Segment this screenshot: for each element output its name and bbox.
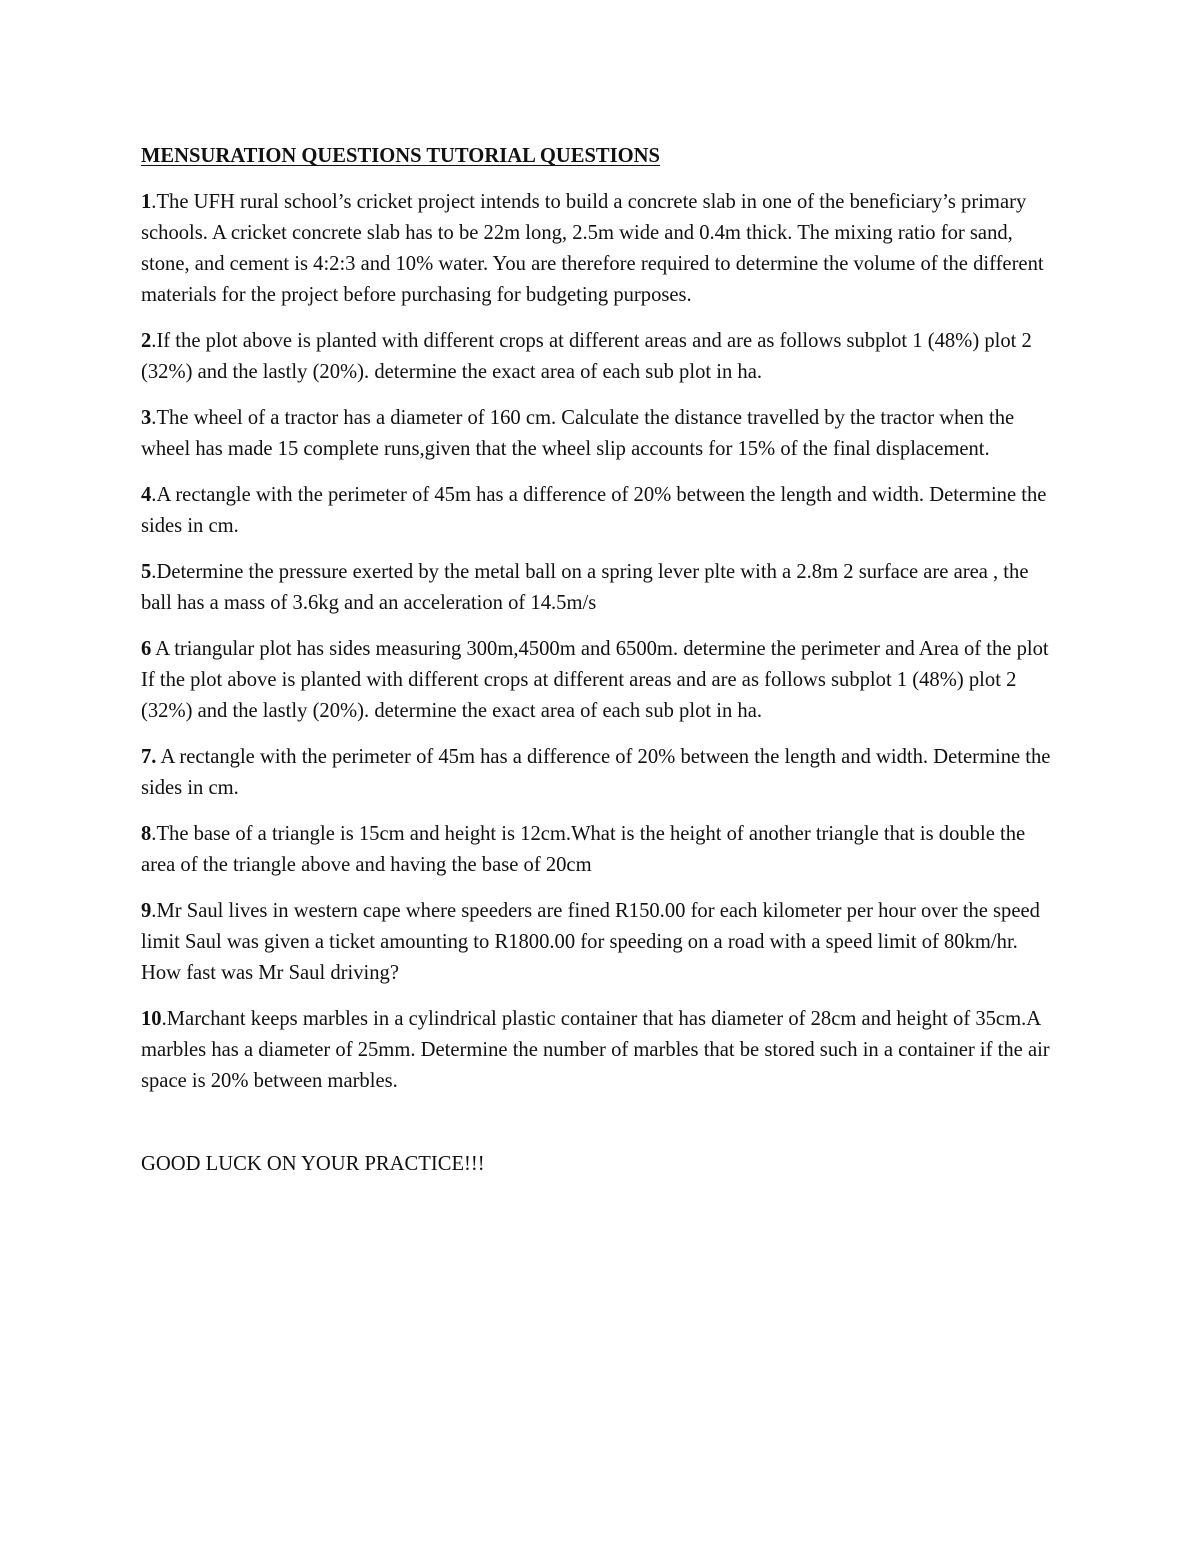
question-text: .A rectangle with the perimeter of 45m has a difference of 20% between the length and width. Determine the sides in cm. bbox=[141, 484, 1047, 537]
question-text: .The UFH rural school’s cricket project intends to build a concrete slab in one of the beneficiary’s primary schools. A cricket concrete slab has to be 22m long, 2.5m wide and 0.4m thick. The mixing ratio for sand, stone, and cement is 4:2:3 and 10% water. You are therefore required to determine the volume of the different materials for the project before purchasing for budgeting purposes. bbox=[141, 191, 1044, 306]
question-5 bbox=[141, 557, 1061, 619]
question-6 bbox=[141, 634, 1061, 727]
question-number: 3 bbox=[141, 407, 152, 429]
question-3 bbox=[141, 403, 1061, 465]
question-text: .Marchant keeps marbles in a cylindrical plastic container that has diameter of 28cm and height of 35cm.A marbles has a diameter of 25mm. Determine the number of marbles that be stored such in a container if the air space is 20% between marbles. bbox=[141, 1008, 1050, 1092]
question-4 bbox=[141, 480, 1061, 542]
question-number: 2 bbox=[141, 330, 152, 352]
question-1 bbox=[141, 187, 1061, 311]
question-9 bbox=[141, 896, 1061, 989]
question-number: 9 bbox=[141, 900, 152, 922]
document-body bbox=[141, 141, 1061, 1201]
question-text: .Mr Saul lives in western cape where speeders are fined R150.00 for each kilometer per hour over the speed limit Saul was given a ticket amounting to R1800.00 for speeding on a road with a speed limit of 80km/hr. How fast was Mr Saul driving? bbox=[141, 900, 1040, 984]
question-text: .Determine the pressure exerted by the metal ball on a spring lever plte with a 2.8m 2 surface are area , the ball has a mass of 3.6kg and an acceleration of 14.5m/s bbox=[141, 561, 1029, 614]
question-10 bbox=[141, 1004, 1061, 1097]
question-text: .If the plot above is planted with different crops at different areas and are as follows subplot 1 (48%) plot 2 (32%) and the lastly (20%). determine the exact area of each sub plot in ha. bbox=[141, 330, 1032, 383]
document-title: MENSURATION QUESTIONS TUTORIAL QUESTIONS bbox=[141, 145, 660, 167]
question-number: 5 bbox=[141, 561, 152, 583]
question-text: A triangular plot has sides measuring 300m,4500m and 6500m. determine the perimeter and Area of the plot If the plot above is planted with different crops at different areas and are as follows subplot 1 (48%) plot 2 (32%) and the lastly (20%). determine the exact area of each sub plot in ha. bbox=[141, 638, 1049, 722]
question-text: .The base of a triangle is 15cm and height is 12cm.What is the height of another triangle that is double the area of the triangle above and having the base of 20cm bbox=[141, 823, 1026, 876]
question-number: 4 bbox=[141, 484, 152, 506]
question-number: 7. bbox=[141, 746, 157, 768]
question-8 bbox=[141, 819, 1061, 881]
question-text: A rectangle with the perimeter of 45m has a difference of 20% between the length and width. Determine the sides in cm. bbox=[141, 746, 1051, 799]
question-number: 10 bbox=[141, 1008, 162, 1030]
question-number: 1 bbox=[141, 191, 152, 213]
question-number: 8 bbox=[141, 823, 152, 845]
question-number: 6 bbox=[141, 638, 152, 660]
question-2 bbox=[141, 326, 1061, 388]
question-text: .The wheel of a tractor has a diameter of 160 cm. Calculate the distance travelled by the tractor when the wheel has made 15 complete runs,given that the wheel slip accounts for 15% of the final displacement. bbox=[141, 407, 1015, 460]
closing-message: GOOD LUCK ON YOUR PRACTICE!!! bbox=[141, 1153, 485, 1175]
question-7 bbox=[141, 742, 1061, 804]
